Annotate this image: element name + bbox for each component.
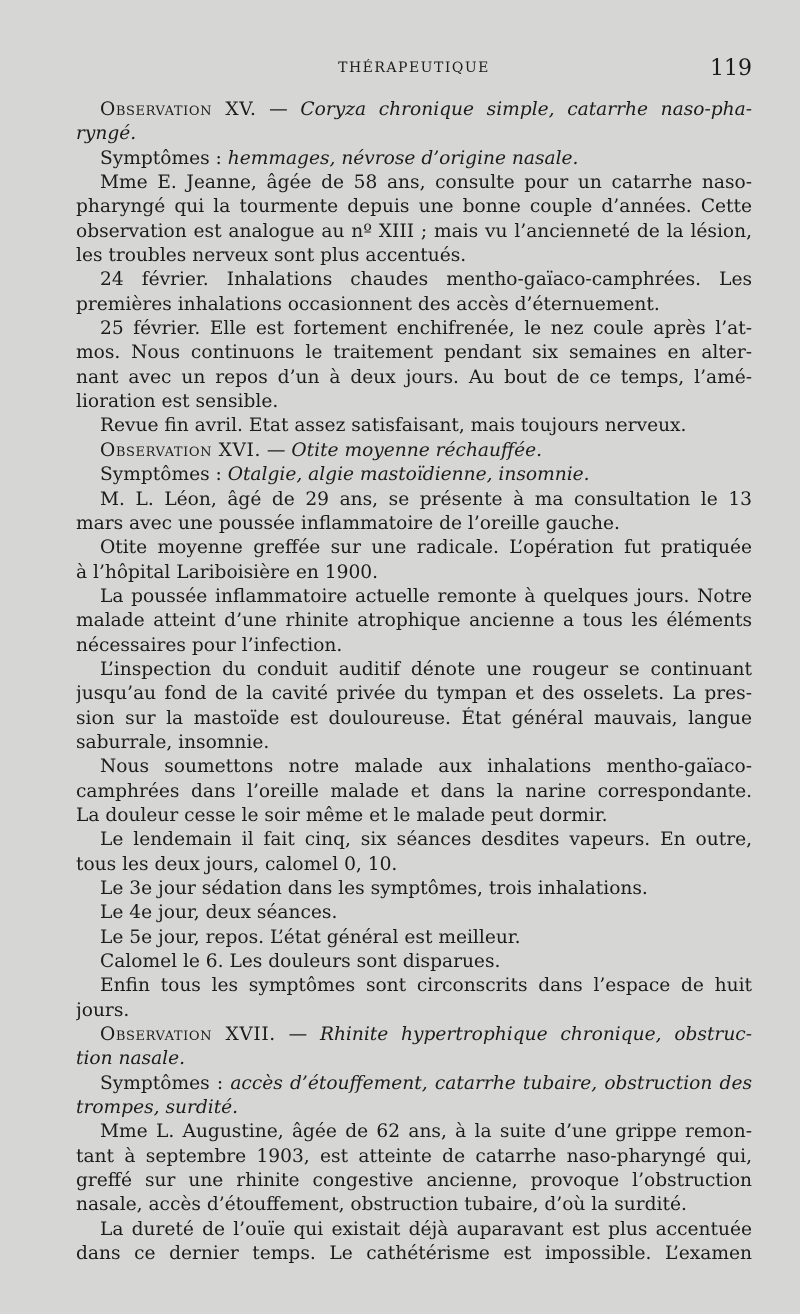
text-line: malade atteint d’une rhinite atrophique ancienne a tous les éléments <box>76 610 752 632</box>
observation-heading-cont: tion nasale. <box>76 1048 186 1070</box>
text-line: tant à septembre 1903, est atteinte de catarrhe naso-pharyngé qui, <box>76 1145 752 1167</box>
page-header <box>76 56 752 86</box>
text-line: camphrées dans l’oreille malade et dans la narine correspondante. <box>76 780 752 802</box>
text-line: Enfin tous les symptômes sont circonscrits dans l’espace de huit <box>100 975 752 997</box>
symptoms-line: Symptômes : accès d’étouffement, catarrhe tubaire, obstruction des <box>100 1072 752 1094</box>
text-line: jours. <box>76 999 130 1021</box>
observation-heading: Observation XV. — Coryza chronique simple, catarrhe naso-pha- <box>100 99 752 120</box>
text-line: 25 février. Elle est fortement enchifrenée, le nez coule après l’at- <box>100 318 752 340</box>
text-line: sion sur la mastoïde est douloureuse. État général mauvais, langue <box>76 707 752 729</box>
observation-heading-cont: ryngé. <box>76 123 137 145</box>
text-line: tous les deux jours, calomel 0, 10. <box>76 853 398 875</box>
text-line: Le 5e jour, repos. L’état général est meilleur. <box>100 926 521 948</box>
text-line: pharyngé qui la tourmente depuis une bonne couple d’années. Cette <box>76 196 752 218</box>
symptoms-line: Symptômes : Otalgie, algie mastoïdienne, insomnie. <box>100 464 590 486</box>
symptoms-line: Symptômes : hemmages, névrose d’origine nasale. <box>100 147 579 169</box>
observation-heading: Observation XVII. — Rhinite hypertrophique chronique, obstruc- <box>100 1024 752 1046</box>
observation-heading: Observation XVI. — Otite moyenne réchauffée. <box>100 439 543 461</box>
text-line: Mme L. Augustine, âgée de 62 ans, à la suite d’une grippe remon- <box>100 1121 752 1143</box>
symptoms-line-cont: trompes, surdité. <box>76 1097 239 1119</box>
text-line: La douleur cesse le soir même et le malade peut dormir. <box>76 804 608 826</box>
text-line: jusqu’au fond de la cavité privée du tympan et des osselets. La pres- <box>76 683 752 705</box>
text-line: mars avec une poussée inflammatoire de l’oreille gauche. <box>76 512 620 534</box>
page-body <box>76 98 752 1267</box>
text-line: Le lendemain il fait cinq, six séances desdites vapeurs. En outre, <box>100 829 752 851</box>
text-line: observation est analogue au nº XIII ; mais vu l’ancienneté de la lésion, <box>76 220 752 242</box>
text-line: 24 février. Inhalations chaudes mentho-gaïaco-camphrées. Les <box>100 269 752 291</box>
text-line: nasale, accès d’étouffement, obstruction tubaire, d’où la surdité. <box>76 1194 687 1216</box>
text-line: Le 4e jour, deux séances. <box>100 902 338 924</box>
text-line: les troubles nerveux sont plus accentués. <box>76 245 467 267</box>
text-line: nécessaires pour l’infection. <box>76 634 343 656</box>
text-line: Le 3e jour sédation dans les symptômes, trois inhalations. <box>100 878 648 899</box>
text-line: L’inspection du conduit auditif dénote une rougeur se continuant <box>100 658 752 680</box>
text-line: Mme E. Jeanne, âgée de 58 ans, consulte pour un catarrhe naso- <box>100 172 752 194</box>
text-line: nant avec un repos d’un à deux jours. Au bout de ce temps, l’amé- <box>76 366 752 388</box>
text-line: Calomel le 6. Les douleurs sont disparues. <box>100 951 501 973</box>
text-line: greffé sur une rhinite congestive ancienne, provoque l’obstruction <box>76 1170 752 1192</box>
text-line: Otite moyenne greffée sur une radicale. L’opération fut pratiquée <box>100 537 752 559</box>
text-line: lioration est sensible. <box>76 391 279 413</box>
text-line: M. L. Léon, âgé de 29 ans, se présente à ma consultation le 13 <box>100 488 752 510</box>
text-line: saburrale, insomnie. <box>76 731 270 753</box>
text-line: La poussée inflammatoire actuelle remonte à quelques jours. Notre <box>100 585 752 607</box>
running-head: THÉRAPEUTIQUE <box>338 60 490 76</box>
text-line: Nous soumettons notre malade aux inhalations mentho-gaïaco- <box>100 756 752 778</box>
text-line: Revue fin avril. Etat assez satisfaisant, mais toujours nerveux. <box>100 415 687 437</box>
text-line: premières inhalations occasionnent des accès d’éternuement. <box>76 293 660 315</box>
text-line: mos. Nous continuons le traitement pendant six semaines en alter- <box>76 342 752 364</box>
text-line: La dureté de l’ouïe qui existait déjà auparavant est plus accentuée <box>100 1218 752 1240</box>
text-line: à l’hôpital Lariboisière en 1900. <box>76 561 379 583</box>
text-line: dans ce dernier temps. Le cathétérisme est impossible. L’examen <box>76 1243 752 1265</box>
page-number: 119 <box>710 56 752 81</box>
